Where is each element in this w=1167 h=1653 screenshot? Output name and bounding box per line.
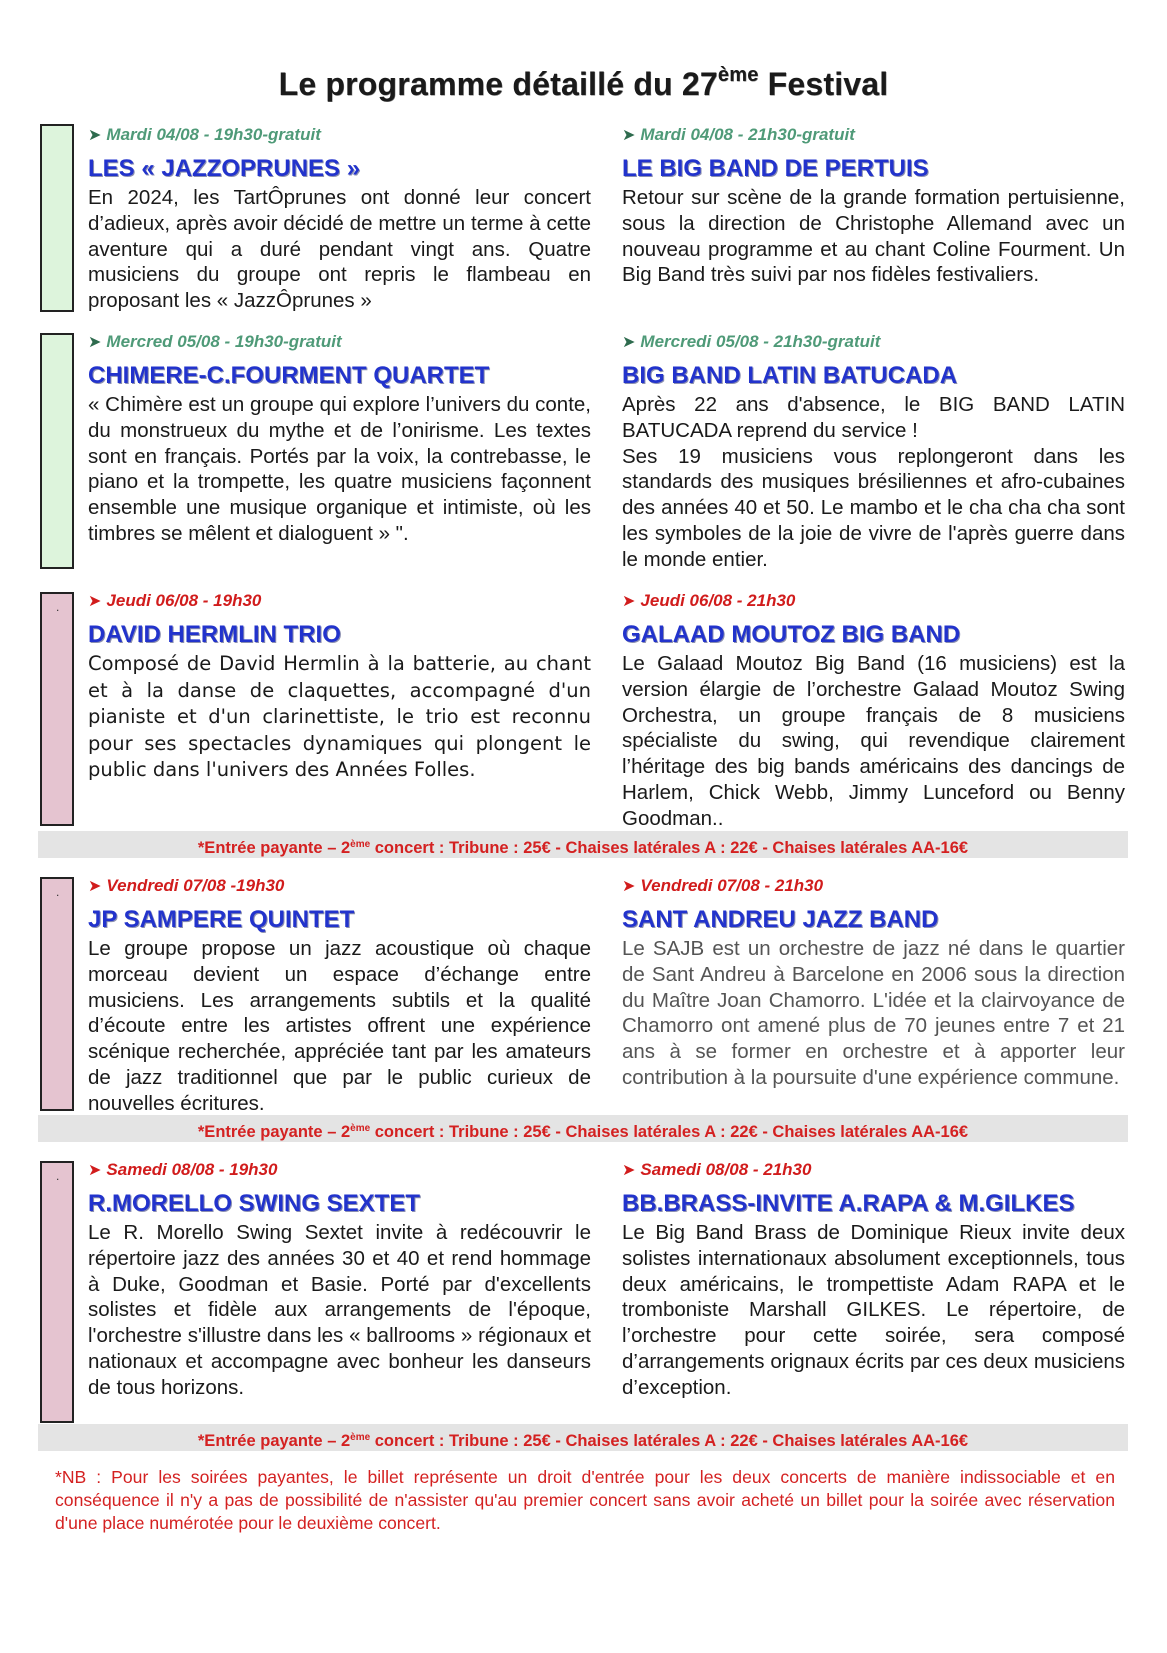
paid-day-marker: . bbox=[40, 1161, 74, 1423]
concert-jeudi-2130 bbox=[622, 590, 1125, 832]
concert-mercredi-2130 bbox=[622, 331, 1125, 573]
arrowhead-icon: ➤ bbox=[622, 127, 636, 144]
concert-description: Le Big Band Brass de Dominique Rieux invite deux solistes internationaux absolument exceptionnels, tous deux américains, le trompettiste Adam RAPA et le tromboniste Marshall GILKES. Le répertoire, de l’orchestre pour cette soirée, sera composé d’arrangements orignaux écrits par ces deux musiciens d’exception. bbox=[622, 1221, 1125, 1399]
arrowhead-icon: ➤ bbox=[88, 593, 102, 610]
concert-mercredi-1930 bbox=[88, 331, 591, 547]
concert-date: ➤ Samedi 08/08 - 21h30 bbox=[622, 1160, 812, 1179]
concert-title: BIG BAND LATIN BATUCADA bbox=[622, 362, 958, 389]
concert-title: LE BIG BAND DE PERTUIS bbox=[622, 155, 929, 182]
concert-title: R.MORELLO SWING SEXTET bbox=[88, 1190, 421, 1217]
concert-date: ➤ Mardi 04/08 - 19h30-gratuit bbox=[88, 125, 321, 144]
pricing-band: *Entrée payante – 2ème concert : Tribune : 25€ - Chaises latérales A : 22€ - Chaises latérales AA-16€ bbox=[38, 1424, 1128, 1451]
concert-jeudi-1930 bbox=[88, 590, 591, 784]
concert-title: LES « JAZZOPRUNES » bbox=[88, 155, 361, 182]
page-title: Le programme détaillé du 27ème Festival bbox=[278, 64, 889, 102]
concert-description: En 2024, les TartÔprunes ont donné leur concert d’adieux, après avoir décidé de mettre un terme à cette aventure qui a duré pendant vingt ans. Quatre musiciens du groupe ont repris le flambeau en proposant les « JazzÔprunes » bbox=[88, 186, 591, 313]
paid-day-marker: . bbox=[40, 592, 74, 826]
concert-title: JP SAMPERE QUINTET bbox=[88, 906, 355, 933]
pricing-band: *Entrée payante – 2ème concert : Tribune : 25€ - Chaises latérales A : 22€ - Chaises latérales AA-16€ bbox=[38, 831, 1128, 858]
concert-title: CHIMERE-C.FOURMENT QUARTET bbox=[88, 362, 490, 389]
concert-date: ➤ Vendredi 07/08 -19h30 bbox=[88, 876, 285, 895]
concert-description: Retour sur scène de la grande formation pertuisienne, sous la direction de Christophe Allemand avec un nouveau programme et au chant Coline Fourment. Un Big Band très suivi par nos fidèles festivaliers. bbox=[622, 186, 1125, 287]
concert-vendredi-1930 bbox=[88, 875, 591, 1117]
concert-description: Le R. Morello Swing Sextet invite à redécouvrir le répertoire jazz des années 30 et 40 et rend hommage à Duke, Goodman et Basie. Porté par d'excellents solistes et fidèle aux arrangements de l'époque, l'orchestre s'illustre dans les « ballrooms » régionaux et nationaux et accompagne avec bonheur les danseurs de tous horizons. bbox=[88, 1221, 591, 1399]
concert-description: « Chimère est un groupe qui explore l’univers du conte, du monstrueux du mythe et de l’onirisme. Les textes sont en français. Portés par la voix, la contrebasse, le piano et la trompette, les quatre musiciens façonnent ensemble une musique organique et intimiste, où les timbres se mêlent et dialoguent » ". bbox=[88, 393, 591, 545]
concert-title: DAVID HERMLIN TRIO bbox=[88, 621, 341, 648]
concert-date: ➤ Mercredi 05/08 - 21h30-gratuit bbox=[622, 332, 881, 351]
arrowhead-icon: ➤ bbox=[88, 878, 102, 895]
concert-date: ➤ Samedi 08/08 - 19h30 bbox=[88, 1160, 278, 1179]
concert-samedi-2130 bbox=[622, 1159, 1125, 1401]
concert-samedi-1930 bbox=[88, 1159, 591, 1401]
paid-day-marker: . bbox=[40, 877, 74, 1111]
concert-mardi-1930 bbox=[88, 124, 591, 314]
arrowhead-icon: ➤ bbox=[622, 878, 636, 895]
concert-date: ➤ Jeudi 06/08 - 19h30 bbox=[88, 591, 262, 610]
arrowhead-icon: ➤ bbox=[622, 1162, 636, 1179]
concert-title: BB.BRASS-INVITE A.RAPA & M.GILKES bbox=[622, 1190, 1075, 1217]
concert-description: Le SAJB est un orchestre de jazz né dans le quartier de Sant Andreu à Barcelone en 2006 sous la direction du Maître Joan Chamorro. L'idée et la clairvoyance de Chamorro ont amené plus de 70 jeunes entre 7 et 21 ans à se former en orchestre et à apporter leur contribution à la poursuite d'une expérience commune. bbox=[622, 937, 1125, 1089]
arrowhead-icon: ➤ bbox=[88, 127, 102, 144]
arrowhead-icon: ➤ bbox=[88, 334, 102, 351]
concert-title: GALAAD MOUTOZ BIG BAND bbox=[622, 621, 961, 648]
concert-description: Après 22 ans d'absence, le BIG BAND LATIN BATUCADA reprend du service ! Ses 19 musiciens vous replongeront dans les standards des musiques brésiliennes et afro-cubaines des années 40 et 50. Le mambo et le cha cha cha sont les symboles de la joie de vivre de l'après guerre dans le monde entier. bbox=[622, 393, 1125, 571]
concert-description: Le Galaad Moutoz Big Band (16 musiciens) est la version élargie de l’orchestre Galaad Moutoz Swing Orchestra, un groupe français de 8 musiciens spécialiste du swing, qui revendique clairement l’héritage des big bands américains des dancings de Harlem, Chick Webb, Jimmy Lunceford ou Benny Goodman.. bbox=[622, 652, 1125, 830]
free-day-marker bbox=[40, 124, 74, 312]
concert-date: ➤ Vendredi 07/08 - 21h30 bbox=[622, 876, 824, 895]
concert-title: SANT ANDREU JAZZ BAND bbox=[622, 906, 939, 933]
arrowhead-icon: ➤ bbox=[88, 1162, 102, 1179]
free-day-marker bbox=[40, 333, 74, 569]
concert-mardi-2130 bbox=[622, 124, 1125, 288]
arrowhead-icon: ➤ bbox=[622, 593, 636, 610]
concert-vendredi-2130 bbox=[622, 875, 1125, 1091]
arrowhead-icon: ➤ bbox=[622, 334, 636, 351]
concert-description: Composé de David Hermlin à la batterie, au chant et à la danse de claquettes, accompagné d'un pianiste et d'un clarinettiste, le trio est reconnu pour ses spectacles dynamiques qui plongent le public dans l'univers des Années Folles. bbox=[88, 652, 591, 781]
concert-description: Le groupe propose un jazz acoustique où chaque morceau devient un espace d’échange entre musiciens. Les arrangements subtils et la qualité d’écoute entre les artistes offrent une expérience scénique recherchée, appréciée tant par les amateurs de jazz traditionnel que par le public curieux de nouvelles écritures. bbox=[88, 937, 591, 1115]
concert-date: ➤ Mardi 04/08 - 21h30-gratuit bbox=[622, 125, 855, 144]
ticket-note: *NB : Pour les soirées payantes, le billet représente un droit d'entrée pour les deux concerts de manière indissociable et en conséquence il n'y a pas de possibilité de n'assister qu'au premier concert sans avoir acheté un billet pour la soirée avec réservation d'une place numérotée pour le deuxième concert. bbox=[55, 1467, 1115, 1533]
pricing-band: *Entrée payante – 2ème concert : Tribune : 25€ - Chaises latérales A : 22€ - Chaises latérales AA-16€ bbox=[38, 1115, 1128, 1142]
concert-date: ➤ Mercred 05/08 - 19h30-gratuit bbox=[88, 332, 342, 351]
concert-date: ➤ Jeudi 06/08 - 21h30 bbox=[622, 591, 796, 610]
